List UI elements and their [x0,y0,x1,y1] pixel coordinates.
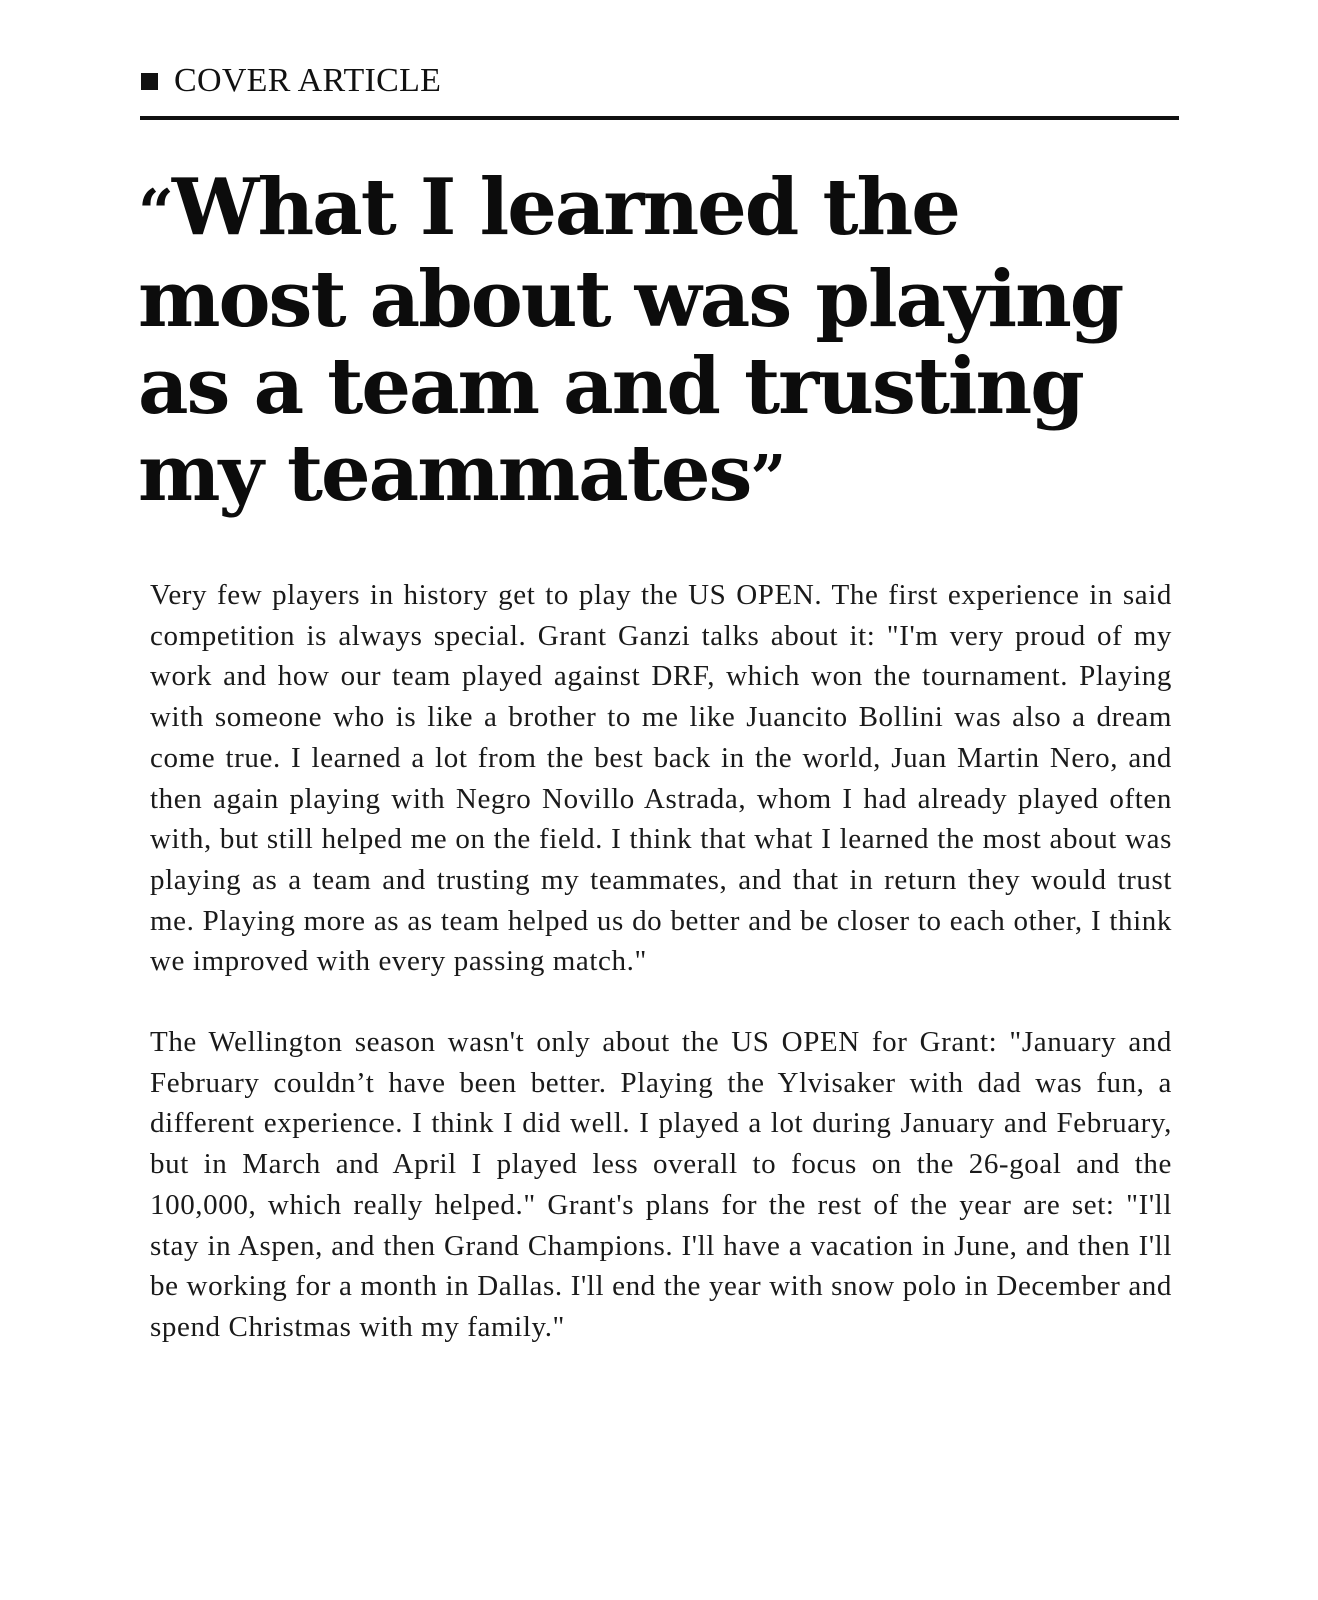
open-quote-mark: “ [138,175,172,249]
section-label-text: COVER ARTICLE [174,62,442,99]
headline-line: as a team and trusting [138,341,1083,432]
headline-line-text: What I learned the [171,162,959,253]
square-bullet-icon [141,73,158,90]
header-divider [140,116,1179,120]
section-label [141,64,441,98]
headline-line [138,430,1198,522]
headline-line-text: my teammates [138,428,751,519]
close-quote-mark: ” [750,441,785,515]
headline-line: most about was playing [138,254,1123,345]
headline-line [138,164,1198,256]
body-paragraph: The Wellington season wasn't only about the US OPEN for Grant: "January and February couldn’t have been better. Playing the Ylvisaker with dad was fun, a different experience. I think I did well. I played a lot during January and February, but in March and April I played less overall to focus on the 26-goal and the 100,000, which really helped." Grant's plans for the rest of the year are set: "I'll stay in Aspen, and then Grand Champions. I'll have a vacation in June, and then I'll be working for a month in Dallas. I'll end the year with snow polo in December and spend Christmas with my family." [150,1026,1172,1343]
body-paragraph: Very few players in history get to play the US OPEN. The first experience in said competition is always special. Grant Ganzi talks about it: "I'm very proud of my work and how our team played against DRF, which won the tournament. Playing with someone who is like a brother to me like Juancito Bollini was also a dream come true. I learned a lot from the best back in the world, Juan Martin Nero, and then again playing with Negro Novillo Astrada, whom I had already played often with, but still helped me on the field. I think that what I learned the most about was playing as a team and trusting my teammates, and that in return they would trust me. Playing more as as team helped us do better and be closer to each other, I think we improved with every passing match." [150,579,1172,978]
article-body [150,575,1172,1348]
pull-quote-headline [138,164,1198,522]
